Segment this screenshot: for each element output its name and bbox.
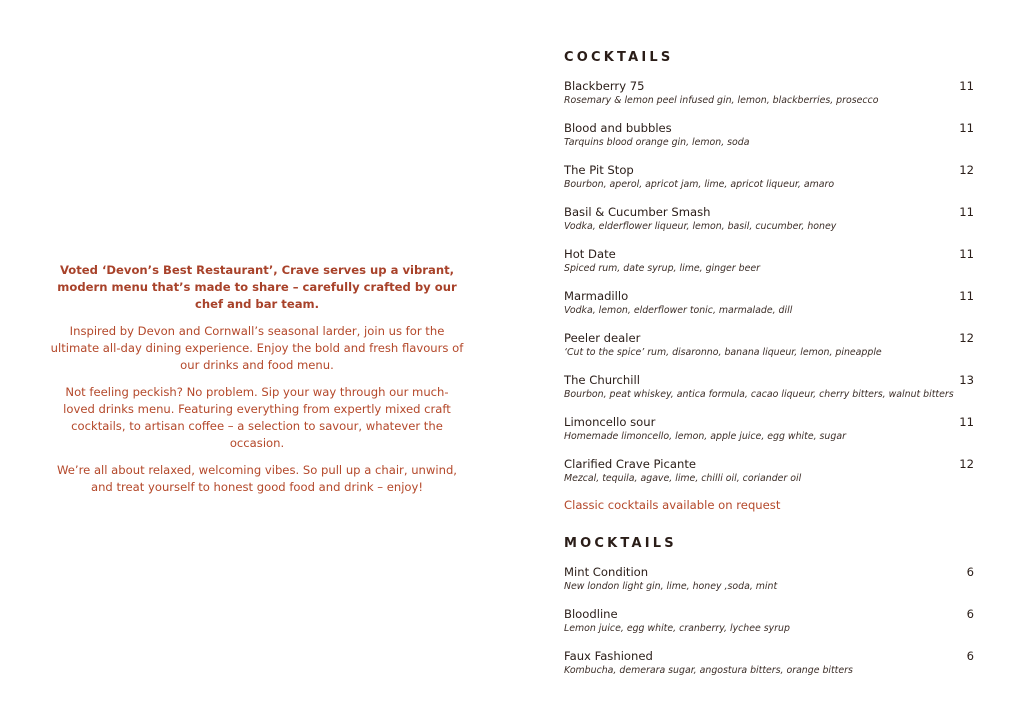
item-price: 11 xyxy=(959,415,974,429)
menu-item xyxy=(564,288,974,330)
item-name: Hot Date xyxy=(564,247,616,261)
item-name: Bloodline xyxy=(564,607,618,621)
intro-text xyxy=(50,262,464,506)
cocktails-heading: COCKTAILS xyxy=(564,50,674,65)
item-name: The Churchill xyxy=(564,373,640,387)
menu-item xyxy=(564,204,974,246)
menu-item xyxy=(564,120,974,162)
menu-item xyxy=(564,372,974,414)
menu-item xyxy=(564,606,974,648)
item-name: Blood and bubbles xyxy=(564,121,672,135)
item-price: 11 xyxy=(959,121,974,135)
item-price: 6 xyxy=(966,607,974,621)
item-name: Mint Condition xyxy=(564,565,649,579)
item-description: Rosemary & lemon peel infused gin, lemon, blackberries, prosecco xyxy=(564,95,879,106)
mocktails-heading: MOCKTAILS xyxy=(564,536,677,551)
cocktails-section xyxy=(564,48,974,513)
item-price: 11 xyxy=(959,79,974,93)
item-description: New london light gin, lime, honey ,soda, mint xyxy=(564,581,778,592)
menu-item xyxy=(564,78,974,120)
intro-paragraph: Voted ‘Devon’s Best Restaurant’, Crave serves up a vibrant, modern menu that’s made to share – carefully crafted by our chef and bar team. xyxy=(57,263,457,311)
menu-item xyxy=(564,414,974,456)
intro-paragraph: Inspired by Devon and Cornwall’s seasonal larder, join us for the ultimate all-day dining experience. Enjoy the bold and fresh flavours of our drinks and food menu. xyxy=(50,324,464,372)
item-price: 6 xyxy=(966,565,974,579)
intro-paragraph: Not feeling peckish? No problem. Sip your way through our much-loved drinks menu. Featuring everything from expertly mixed craft cocktails, to artisan coffee – a selection to savour, whatever the occasion. xyxy=(63,385,451,450)
item-description: Vodka, elderflower liqueur, lemon, basil, cucumber, honey xyxy=(564,221,837,232)
item-price: 11 xyxy=(959,247,974,261)
item-name: Peeler dealer xyxy=(564,331,641,345)
classic-cocktails-note: Classic cocktails available on request xyxy=(564,498,781,512)
menu-item xyxy=(564,246,974,288)
item-description: Bourbon, peat whiskey, antica formula, cacao liqueur, cherry bitters, walnut bitters xyxy=(564,389,954,400)
item-description: Mezcal, tequila, agave, lime, chilli oil, coriander oil xyxy=(564,473,802,484)
item-description: Vodka, lemon, elderflower tonic, marmalade, dill xyxy=(564,305,793,316)
menu-item xyxy=(564,648,974,690)
item-name: Clarified Crave Picante xyxy=(564,457,696,471)
menu-item xyxy=(564,456,974,498)
intro-paragraph: We’re all about relaxed, welcoming vibes. So pull up a chair, unwind, and treat yourself to honest good food and drink – enjoy! xyxy=(57,463,457,494)
item-price: 12 xyxy=(959,457,974,471)
item-name: Basil & Cucumber Smash xyxy=(564,205,711,219)
item-name: Marmadillo xyxy=(564,289,629,303)
item-price: 12 xyxy=(959,163,974,177)
menu-item xyxy=(564,162,974,204)
item-name: Faux Fashioned xyxy=(564,649,653,663)
item-price: 13 xyxy=(959,373,974,387)
item-name: Blackberry 75 xyxy=(564,79,645,93)
item-price: 12 xyxy=(959,331,974,345)
item-description: Lemon juice, egg white, cranberry, lychee syrup xyxy=(564,623,790,634)
item-name: The Pit Stop xyxy=(564,163,634,177)
item-price: 6 xyxy=(966,649,974,663)
item-description: ‘Cut to the spice’ rum, disaronno, banana liqueur, lemon, pineapple xyxy=(564,347,882,358)
mocktails-section xyxy=(564,534,974,690)
item-price: 11 xyxy=(959,289,974,303)
menu-item xyxy=(564,330,974,372)
item-description: Tarquins blood orange gin, lemon, soda xyxy=(564,137,750,148)
item-price: 11 xyxy=(959,205,974,219)
item-name: Limoncello sour xyxy=(564,415,656,429)
item-description: Kombucha, demerara sugar, angostura bitters, orange bitters xyxy=(564,665,853,676)
menu-item xyxy=(564,564,974,606)
drinks-menu xyxy=(564,48,974,690)
item-description: Spiced rum, date syrup, lime, ginger beer xyxy=(564,263,760,274)
item-description: Bourbon, aperol, apricot jam, lime, apricot liqueur, amaro xyxy=(564,179,835,190)
item-description: Homemade limoncello, lemon, apple juice, egg white, sugar xyxy=(564,431,846,442)
